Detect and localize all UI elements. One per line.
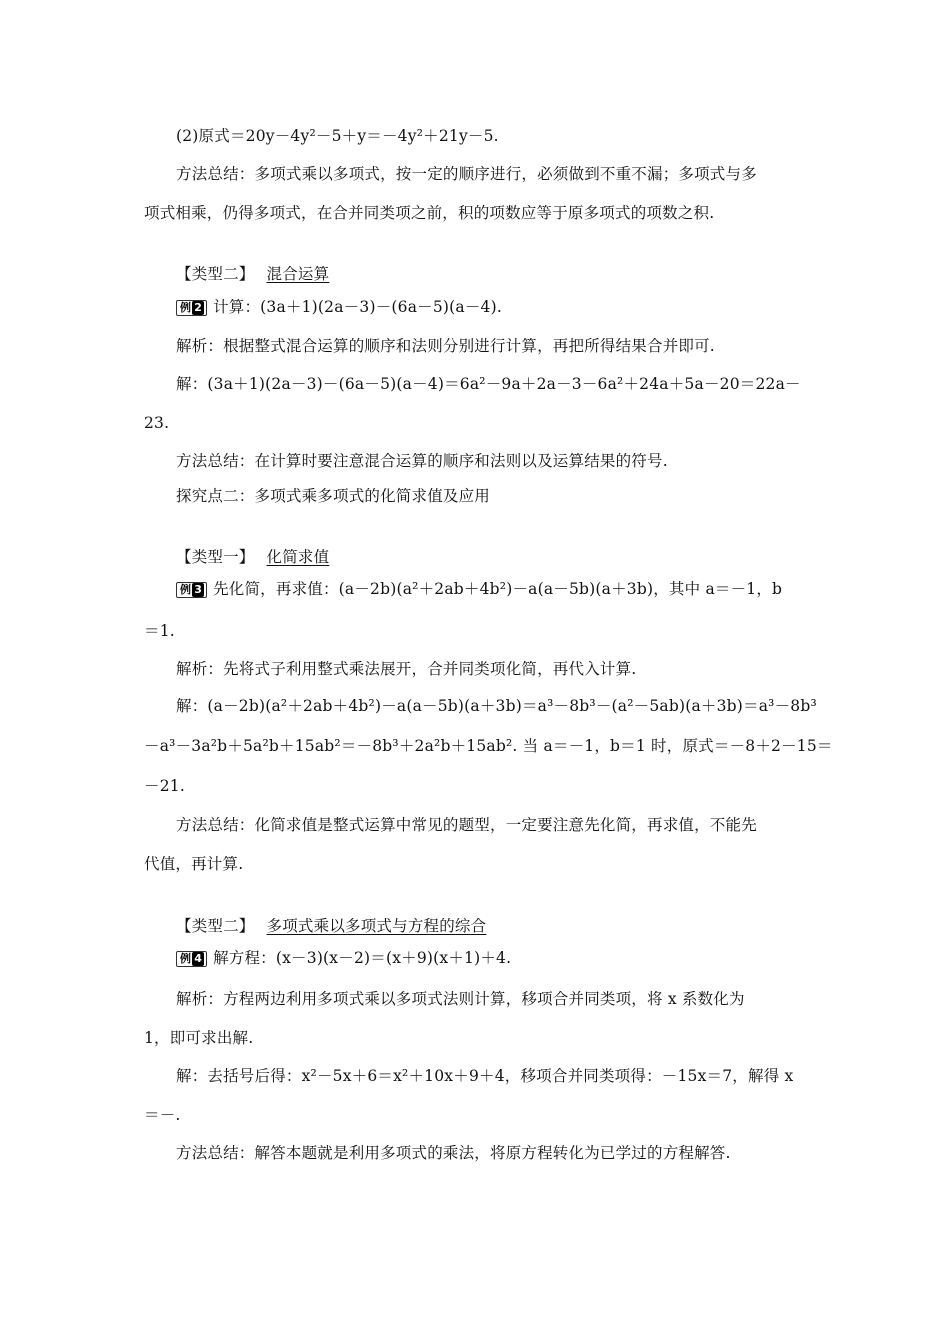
example-badge: 例 3 [176, 582, 207, 598]
text-line: 解：(a－2b)(a²＋2ab＋4b²)－a(a－5b)(a＋3b)＝a³－8b³－(a²－5ab)(a＋3b)＝a³－8b³ [176, 697, 817, 715]
text-line: 代值，再计算. [144, 855, 244, 873]
text-line: (2)原式＝20y－4y²－5＋y＝－4y²＋21y－5. [176, 127, 499, 145]
example-badge: 例 4 [176, 951, 207, 967]
example-text: 解方程：(x－3)(x－2)＝(x＋9)(x＋1)＋4. [213, 949, 512, 967]
text-line: 方法总结：在计算时要注意混合运算的顺序和法则以及运算结果的符号. [176, 452, 668, 470]
section-heading [176, 264, 329, 284]
text-line: 方法总结：多项式乘以多项式，按一定的顺序进行，必须做到不重不漏；多项式与多 [176, 165, 757, 183]
example-text: 先化简，再求值：(a－2b)(a²＋2ab＋4b²)－a(a－5b)(a＋3b)，其中 a＝－1，b [213, 580, 783, 598]
text-line: 1，即可求出解. [144, 1029, 254, 1047]
text-line: 解析：方程两边利用多项式乘以多项式法则计算，移项合并同类项，将 x 系数化为 [176, 990, 745, 1008]
example-line [176, 579, 782, 599]
section-heading [176, 916, 486, 936]
text-line: 解析：先将式子利用整式乘法展开，合并同类项化简，再代入计算. [176, 660, 637, 678]
text-line: 23. [144, 414, 170, 432]
example-prefix: 计算： [213, 298, 261, 316]
text-line: 方法总结：解答本题就是利用多项式的乘法，将原方程转化为已学过的方程解答. [176, 1144, 731, 1162]
heading-tag: 【类型一】 [176, 548, 255, 566]
example-line [176, 297, 502, 317]
text-line: 解：去括号后得：x²－5x＋6＝x²＋10x＋9＋4，移项合并同类项得：－15x＝7，解得 x [176, 1067, 794, 1085]
example-badge: 例 2 [176, 300, 207, 316]
text-line: 方法总结：化简求值是整式运算中常见的题型，一定要注意先化简，再求值，不能先 [176, 816, 757, 834]
text-line: －a³－3a²b＋5a²b＋15ab²＝－8b³＋2a²b＋15ab². 当 a＝－1，b＝1 时，原式＝－8＋2－15＝ [144, 737, 833, 755]
heading-title: 多项式乘以多项式与方程的综合 [266, 917, 487, 935]
text-line: 探究点二：多项式乘多项式的化简求值及应用 [176, 487, 491, 505]
section-heading [176, 547, 329, 567]
text-line: 解：(3a＋1)(2a－3)－(6a－5)(a－4)＝6a²－9a＋2a－3－6a²＋24a＋5a－20＝22a－ [176, 375, 801, 393]
example-text: (3a＋1)(2a－3)－(6a－5)(a－4). [260, 298, 502, 316]
heading-title: 混合运算 [266, 265, 330, 283]
heading-title: 化简求值 [266, 548, 330, 566]
text-line: 项式相乘，仍得多项式，在合并同类项之前，积的项数应等于原多项式的项数之积. [144, 204, 715, 222]
text-line: ＝1. [144, 622, 175, 640]
example-line [176, 948, 511, 968]
text-line: －21. [144, 777, 185, 795]
text-line: 解析：根据整式混合运算的顺序和法则分别进行计算，再把所得结果合并即可. [176, 337, 715, 355]
heading-tag: 【类型二】 [176, 917, 255, 935]
heading-tag: 【类型二】 [176, 265, 255, 283]
text-line: ＝－. [144, 1106, 181, 1124]
